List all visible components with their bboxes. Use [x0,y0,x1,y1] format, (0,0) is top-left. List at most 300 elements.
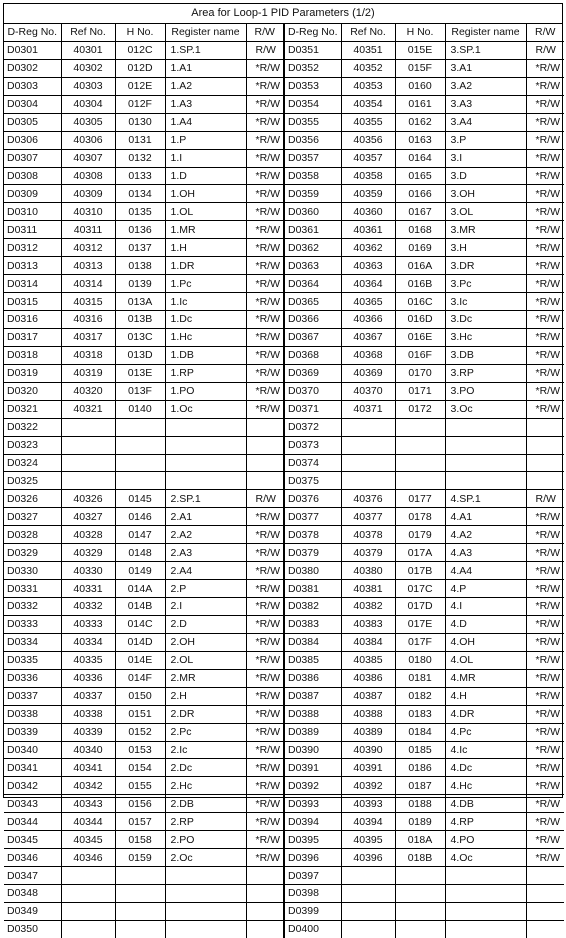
d-reg-no-cell: D0310 [4,203,61,221]
d-reg-no-cell: D0355 [284,113,341,131]
rw-cell: *R/W [526,813,564,831]
register-name-cell: 3.RP [445,364,526,382]
register-name-cell [445,920,526,937]
d-reg-no-cell: D0316 [4,311,61,329]
ref-no-cell [341,418,395,436]
rw-cell: *R/W [526,328,564,346]
d-reg-no-cell: D0314 [4,275,61,293]
ref-no-cell: 40396 [341,849,395,867]
register-name-cell [445,454,526,472]
d-reg-no-cell: D0365 [284,293,341,311]
rw-cell: *R/W [526,562,564,580]
register-name-cell: 3.Ic [445,293,526,311]
rw-cell: *R/W [526,221,564,239]
register-name-cell: 1.OH [165,185,246,203]
rw-cell: *R/W [526,293,564,311]
register-name-cell: 1.Dc [165,311,246,329]
rw-cell: *R/W [526,544,564,562]
table-row [4,328,564,346]
d-reg-no-cell: D0339 [4,723,61,741]
ref-no-cell [61,472,115,490]
rw-cell: *R/W [246,328,284,346]
h-no-cell [115,454,165,472]
header-rw-left: R/W [246,24,284,41]
table-row [4,221,564,239]
rw-cell: *R/W [526,382,564,400]
h-no-cell: 012F [115,95,165,113]
h-no-cell: 0154 [115,759,165,777]
h-no-cell: 0171 [395,382,445,400]
ref-no-cell: 40340 [61,741,115,759]
h-no-cell: 0151 [115,705,165,723]
rw-cell: R/W [526,41,564,59]
register-name-cell: 2.Hc [165,777,246,795]
rw-cell: *R/W [526,508,564,526]
register-name-cell: 2.RP [165,813,246,831]
d-reg-no-cell: D0342 [4,777,61,795]
ref-no-cell: 40310 [61,203,115,221]
h-no-cell: 0166 [395,185,445,203]
register-name-cell: 4.A1 [445,508,526,526]
table-row [4,902,564,920]
rw-cell: *R/W [526,777,564,795]
h-no-cell: 015F [395,59,445,77]
register-name-cell: 3.A1 [445,59,526,77]
rw-cell: *R/W [246,77,284,95]
ref-no-cell: 40353 [341,77,395,95]
table-row [4,580,564,598]
d-reg-no-cell: D0332 [4,598,61,616]
d-reg-no-cell: D0322 [4,418,61,436]
register-name-cell: 3.A3 [445,95,526,113]
d-reg-no-cell: D0344 [4,813,61,831]
rw-cell: *R/W [246,544,284,562]
h-no-cell: 0150 [115,687,165,705]
ref-no-cell: 40329 [61,544,115,562]
register-name-cell: 4.OH [445,633,526,651]
ref-no-cell [341,436,395,454]
register-name-cell: 4.SP.1 [445,490,526,508]
register-name-cell: 2.A4 [165,562,246,580]
h-no-cell: 0188 [395,795,445,813]
h-no-cell [115,472,165,490]
table-row [4,633,564,651]
ref-no-cell: 40390 [341,741,395,759]
register-name-cell: 4.PO [445,831,526,849]
h-no-cell: 0139 [115,275,165,293]
rw-cell [246,454,284,472]
table-row [4,382,564,400]
table-row [4,293,564,311]
h-no-cell [395,418,445,436]
d-reg-no-cell: D0358 [284,167,341,185]
register-name-cell: 3.P [445,131,526,149]
table-row [4,490,564,508]
register-name-cell [445,902,526,920]
rw-cell: *R/W [246,131,284,149]
ref-no-cell [61,902,115,920]
register-name-cell: 2.PO [165,831,246,849]
d-reg-no-cell: D0319 [4,364,61,382]
d-reg-no-cell: D0363 [284,257,341,275]
h-no-cell: 014F [115,669,165,687]
h-no-cell: 013A [115,293,165,311]
table-row [4,95,564,113]
d-reg-no-cell: D0336 [4,669,61,687]
d-reg-no-cell: D0364 [284,275,341,293]
register-name-cell: 3.DR [445,257,526,275]
rw-cell: *R/W [246,239,284,257]
d-reg-no-cell: D0348 [4,885,61,903]
register-name-cell: 1.A1 [165,59,246,77]
rw-cell [246,867,284,885]
rw-cell: *R/W [246,185,284,203]
d-reg-no-cell: D0378 [284,526,341,544]
ref-no-cell: 40386 [341,669,395,687]
register-name-cell [445,418,526,436]
ref-no-cell: 40313 [61,257,115,275]
d-reg-no-cell: D0312 [4,239,61,257]
rw-cell: *R/W [526,167,564,185]
register-name-cell: 3.DB [445,346,526,364]
table-row [4,418,564,436]
header-ref-no-left: Ref No. [61,24,115,41]
rw-cell: *R/W [526,669,564,687]
h-no-cell [395,885,445,903]
header-d-reg-no-right: D-Reg No. [284,24,341,41]
d-reg-no-cell: D0307 [4,149,61,167]
register-name-cell: 2.DR [165,705,246,723]
ref-no-cell: 40326 [61,490,115,508]
ref-no-cell: 40314 [61,275,115,293]
h-no-cell: 0158 [115,831,165,849]
ref-no-cell: 40335 [61,651,115,669]
rw-cell: R/W [246,490,284,508]
table-title: Area for Loop-1 PID Parameters (1/2) [4,4,562,24]
rw-cell: *R/W [526,687,564,705]
rw-cell [246,920,284,937]
h-no-cell: 013F [115,382,165,400]
rw-cell: *R/W [526,831,564,849]
ref-no-cell: 40358 [341,167,395,185]
h-no-cell: 0186 [395,759,445,777]
ref-no-cell [341,920,395,937]
register-name-cell: 1.RP [165,364,246,382]
ref-no-cell: 40385 [341,651,395,669]
ref-no-cell [341,902,395,920]
rw-cell: *R/W [526,149,564,167]
register-name-cell: 2.MR [165,669,246,687]
d-reg-no-cell: D0377 [284,508,341,526]
header-register-name-right: Register name [445,24,526,41]
h-no-cell: 0164 [395,149,445,167]
rw-cell: *R/W [526,849,564,867]
register-name-cell: 4.A3 [445,544,526,562]
h-no-cell: 0184 [395,723,445,741]
d-reg-no-cell: D0391 [284,759,341,777]
register-name-cell: 4.A2 [445,526,526,544]
register-name-cell: 1.Pc [165,275,246,293]
ref-no-cell: 40305 [61,113,115,131]
rw-cell: *R/W [246,167,284,185]
table-row [4,813,564,831]
table-row [4,759,564,777]
ref-no-cell: 40354 [341,95,395,113]
h-no-cell: 017E [395,615,445,633]
rw-cell [526,472,564,490]
h-no-cell: 0180 [395,651,445,669]
h-no-cell: 0159 [115,849,165,867]
table-row [4,275,564,293]
ref-no-cell: 40317 [61,328,115,346]
h-no-cell: 012C [115,41,165,59]
d-reg-no-cell: D0359 [284,185,341,203]
ref-no-cell: 40332 [61,598,115,616]
table-header-row [4,24,564,41]
h-no-cell: 0131 [115,131,165,149]
ref-no-cell: 40355 [341,113,395,131]
d-reg-no-cell: D0318 [4,346,61,364]
rw-cell: *R/W [246,221,284,239]
ref-no-cell: 40346 [61,849,115,867]
h-no-cell: 016C [395,293,445,311]
d-reg-no-cell: D0352 [284,59,341,77]
ref-no-cell: 40333 [61,615,115,633]
d-reg-no-cell: D0356 [284,131,341,149]
rw-cell: *R/W [246,364,284,382]
register-name-cell: 4.DB [445,795,526,813]
h-no-cell: 0140 [115,400,165,418]
rw-cell: *R/W [246,580,284,598]
ref-no-cell: 40319 [61,364,115,382]
rw-cell: *R/W [526,633,564,651]
register-name-cell: 4.D [445,615,526,633]
register-name-cell [445,472,526,490]
ref-no-cell: 40301 [61,41,115,59]
ref-no-cell [341,454,395,472]
d-reg-no-cell: D0347 [4,867,61,885]
d-reg-no-cell: D0301 [4,41,61,59]
rw-cell [526,454,564,472]
ref-no-cell: 40306 [61,131,115,149]
ref-no-cell [61,920,115,937]
ref-no-cell: 40382 [341,598,395,616]
register-name-cell: 1.A2 [165,77,246,95]
h-no-cell: 0135 [115,203,165,221]
h-no-cell [115,902,165,920]
rw-cell: *R/W [246,759,284,777]
h-no-cell: 0167 [395,203,445,221]
h-no-cell: 0145 [115,490,165,508]
d-reg-no-cell: D0304 [4,95,61,113]
d-reg-no-cell: D0381 [284,580,341,598]
h-no-cell: 0179 [395,526,445,544]
table-row [4,400,564,418]
d-reg-no-cell: D0317 [4,328,61,346]
ref-no-cell [61,436,115,454]
table-row [4,149,564,167]
h-no-cell: 0156 [115,795,165,813]
h-no-cell: 012D [115,59,165,77]
h-no-cell: 0132 [115,149,165,167]
h-no-cell: 0169 [395,239,445,257]
d-reg-no-cell: D0313 [4,257,61,275]
h-no-cell: 0168 [395,221,445,239]
table-row [4,59,564,77]
ref-no-cell [341,472,395,490]
h-no-cell: 013C [115,328,165,346]
d-reg-no-cell: D0379 [284,544,341,562]
table-row [4,508,564,526]
register-name-cell: 4.A4 [445,562,526,580]
register-name-cell: 1.D [165,167,246,185]
header-rw-right: R/W [526,24,564,41]
h-no-cell: 0138 [115,257,165,275]
d-reg-no-cell: D0371 [284,400,341,418]
h-no-cell: 017F [395,633,445,651]
rw-cell: *R/W [526,185,564,203]
ref-no-cell: 40303 [61,77,115,95]
rw-cell: *R/W [246,705,284,723]
rw-cell: *R/W [246,723,284,741]
table-row [4,131,564,149]
ref-no-cell: 40363 [341,257,395,275]
rw-cell [246,436,284,454]
h-no-cell [395,472,445,490]
h-no-cell: 0160 [395,77,445,95]
d-reg-no-cell: D0392 [284,777,341,795]
rw-cell: R/W [526,490,564,508]
table-row [4,777,564,795]
table-body [4,41,564,937]
d-reg-no-cell: D0309 [4,185,61,203]
rw-cell: *R/W [246,257,284,275]
h-no-cell [395,902,445,920]
register-name-cell [165,436,246,454]
h-no-cell: 017C [395,580,445,598]
h-no-cell: 013D [115,346,165,364]
register-name-cell: 2.OL [165,651,246,669]
register-name-cell: 2.A3 [165,544,246,562]
ref-no-cell [61,885,115,903]
rw-cell [526,920,564,937]
h-no-cell: 0133 [115,167,165,185]
ref-no-cell: 40302 [61,59,115,77]
rw-cell: *R/W [246,598,284,616]
d-reg-no-cell: D0335 [4,651,61,669]
rw-cell: *R/W [526,705,564,723]
table-row [4,346,564,364]
h-no-cell: 0189 [395,813,445,831]
register-name-cell [165,920,246,937]
h-no-cell: 0170 [395,364,445,382]
table-row [4,185,564,203]
register-name-cell: 1.OL [165,203,246,221]
h-no-cell [395,920,445,937]
rw-cell: *R/W [526,59,564,77]
rw-cell: *R/W [526,257,564,275]
d-reg-no-cell: D0362 [284,239,341,257]
rw-cell: *R/W [246,669,284,687]
h-no-cell [115,436,165,454]
h-no-cell: 0161 [395,95,445,113]
rw-cell: *R/W [246,813,284,831]
register-name-cell: 1.P [165,131,246,149]
table-row [4,544,564,562]
ref-no-cell: 40320 [61,382,115,400]
ref-no-cell: 40362 [341,239,395,257]
register-name-cell [165,902,246,920]
d-reg-no-cell: D0366 [284,311,341,329]
ref-no-cell [61,867,115,885]
register-name-cell: 2.Oc [165,849,246,867]
ref-no-cell: 40352 [341,59,395,77]
h-no-cell: 014E [115,651,165,669]
rw-cell: *R/W [246,633,284,651]
ref-no-cell: 40341 [61,759,115,777]
h-no-cell: 016D [395,311,445,329]
ref-no-cell: 40365 [341,293,395,311]
table-row [4,687,564,705]
register-name-cell: 4.I [445,598,526,616]
ref-no-cell: 40334 [61,633,115,651]
rw-cell: *R/W [526,113,564,131]
register-name-cell: 3.A4 [445,113,526,131]
rw-cell: *R/W [526,203,564,221]
ref-no-cell: 40395 [341,831,395,849]
d-reg-no-cell: D0341 [4,759,61,777]
table-row [4,920,564,937]
table-row [4,651,564,669]
rw-cell: *R/W [246,149,284,167]
register-name-cell: 2.D [165,615,246,633]
table-row [4,831,564,849]
table-row [4,77,564,95]
d-reg-no-cell: D0345 [4,831,61,849]
rw-cell [246,418,284,436]
ref-no-cell: 40364 [341,275,395,293]
header-h-no-right: H No. [395,24,445,41]
ref-no-cell: 40312 [61,239,115,257]
rw-cell: *R/W [526,759,564,777]
d-reg-no-cell: D0376 [284,490,341,508]
register-name-cell: 1.PO [165,382,246,400]
register-name-cell [165,418,246,436]
d-reg-no-cell: D0305 [4,113,61,131]
table-row [4,364,564,382]
register-name-cell: 1.MR [165,221,246,239]
ref-no-cell: 40379 [341,544,395,562]
rw-cell: *R/W [246,346,284,364]
h-no-cell: 0181 [395,669,445,687]
register-name-cell: 4.Pc [445,723,526,741]
d-reg-no-cell: D0369 [284,364,341,382]
d-reg-no-cell: D0399 [284,902,341,920]
h-no-cell: 0183 [395,705,445,723]
h-no-cell: 0165 [395,167,445,185]
d-reg-no-cell: D0328 [4,526,61,544]
ref-no-cell: 40304 [61,95,115,113]
h-no-cell [115,867,165,885]
d-reg-no-cell: D0329 [4,544,61,562]
d-reg-no-cell: D0360 [284,203,341,221]
ref-no-cell: 40316 [61,311,115,329]
table-row [4,849,564,867]
register-name-cell: 4.MR [445,669,526,687]
d-reg-no-cell: D0340 [4,741,61,759]
register-name-cell: 3.H [445,239,526,257]
ref-no-cell: 40356 [341,131,395,149]
